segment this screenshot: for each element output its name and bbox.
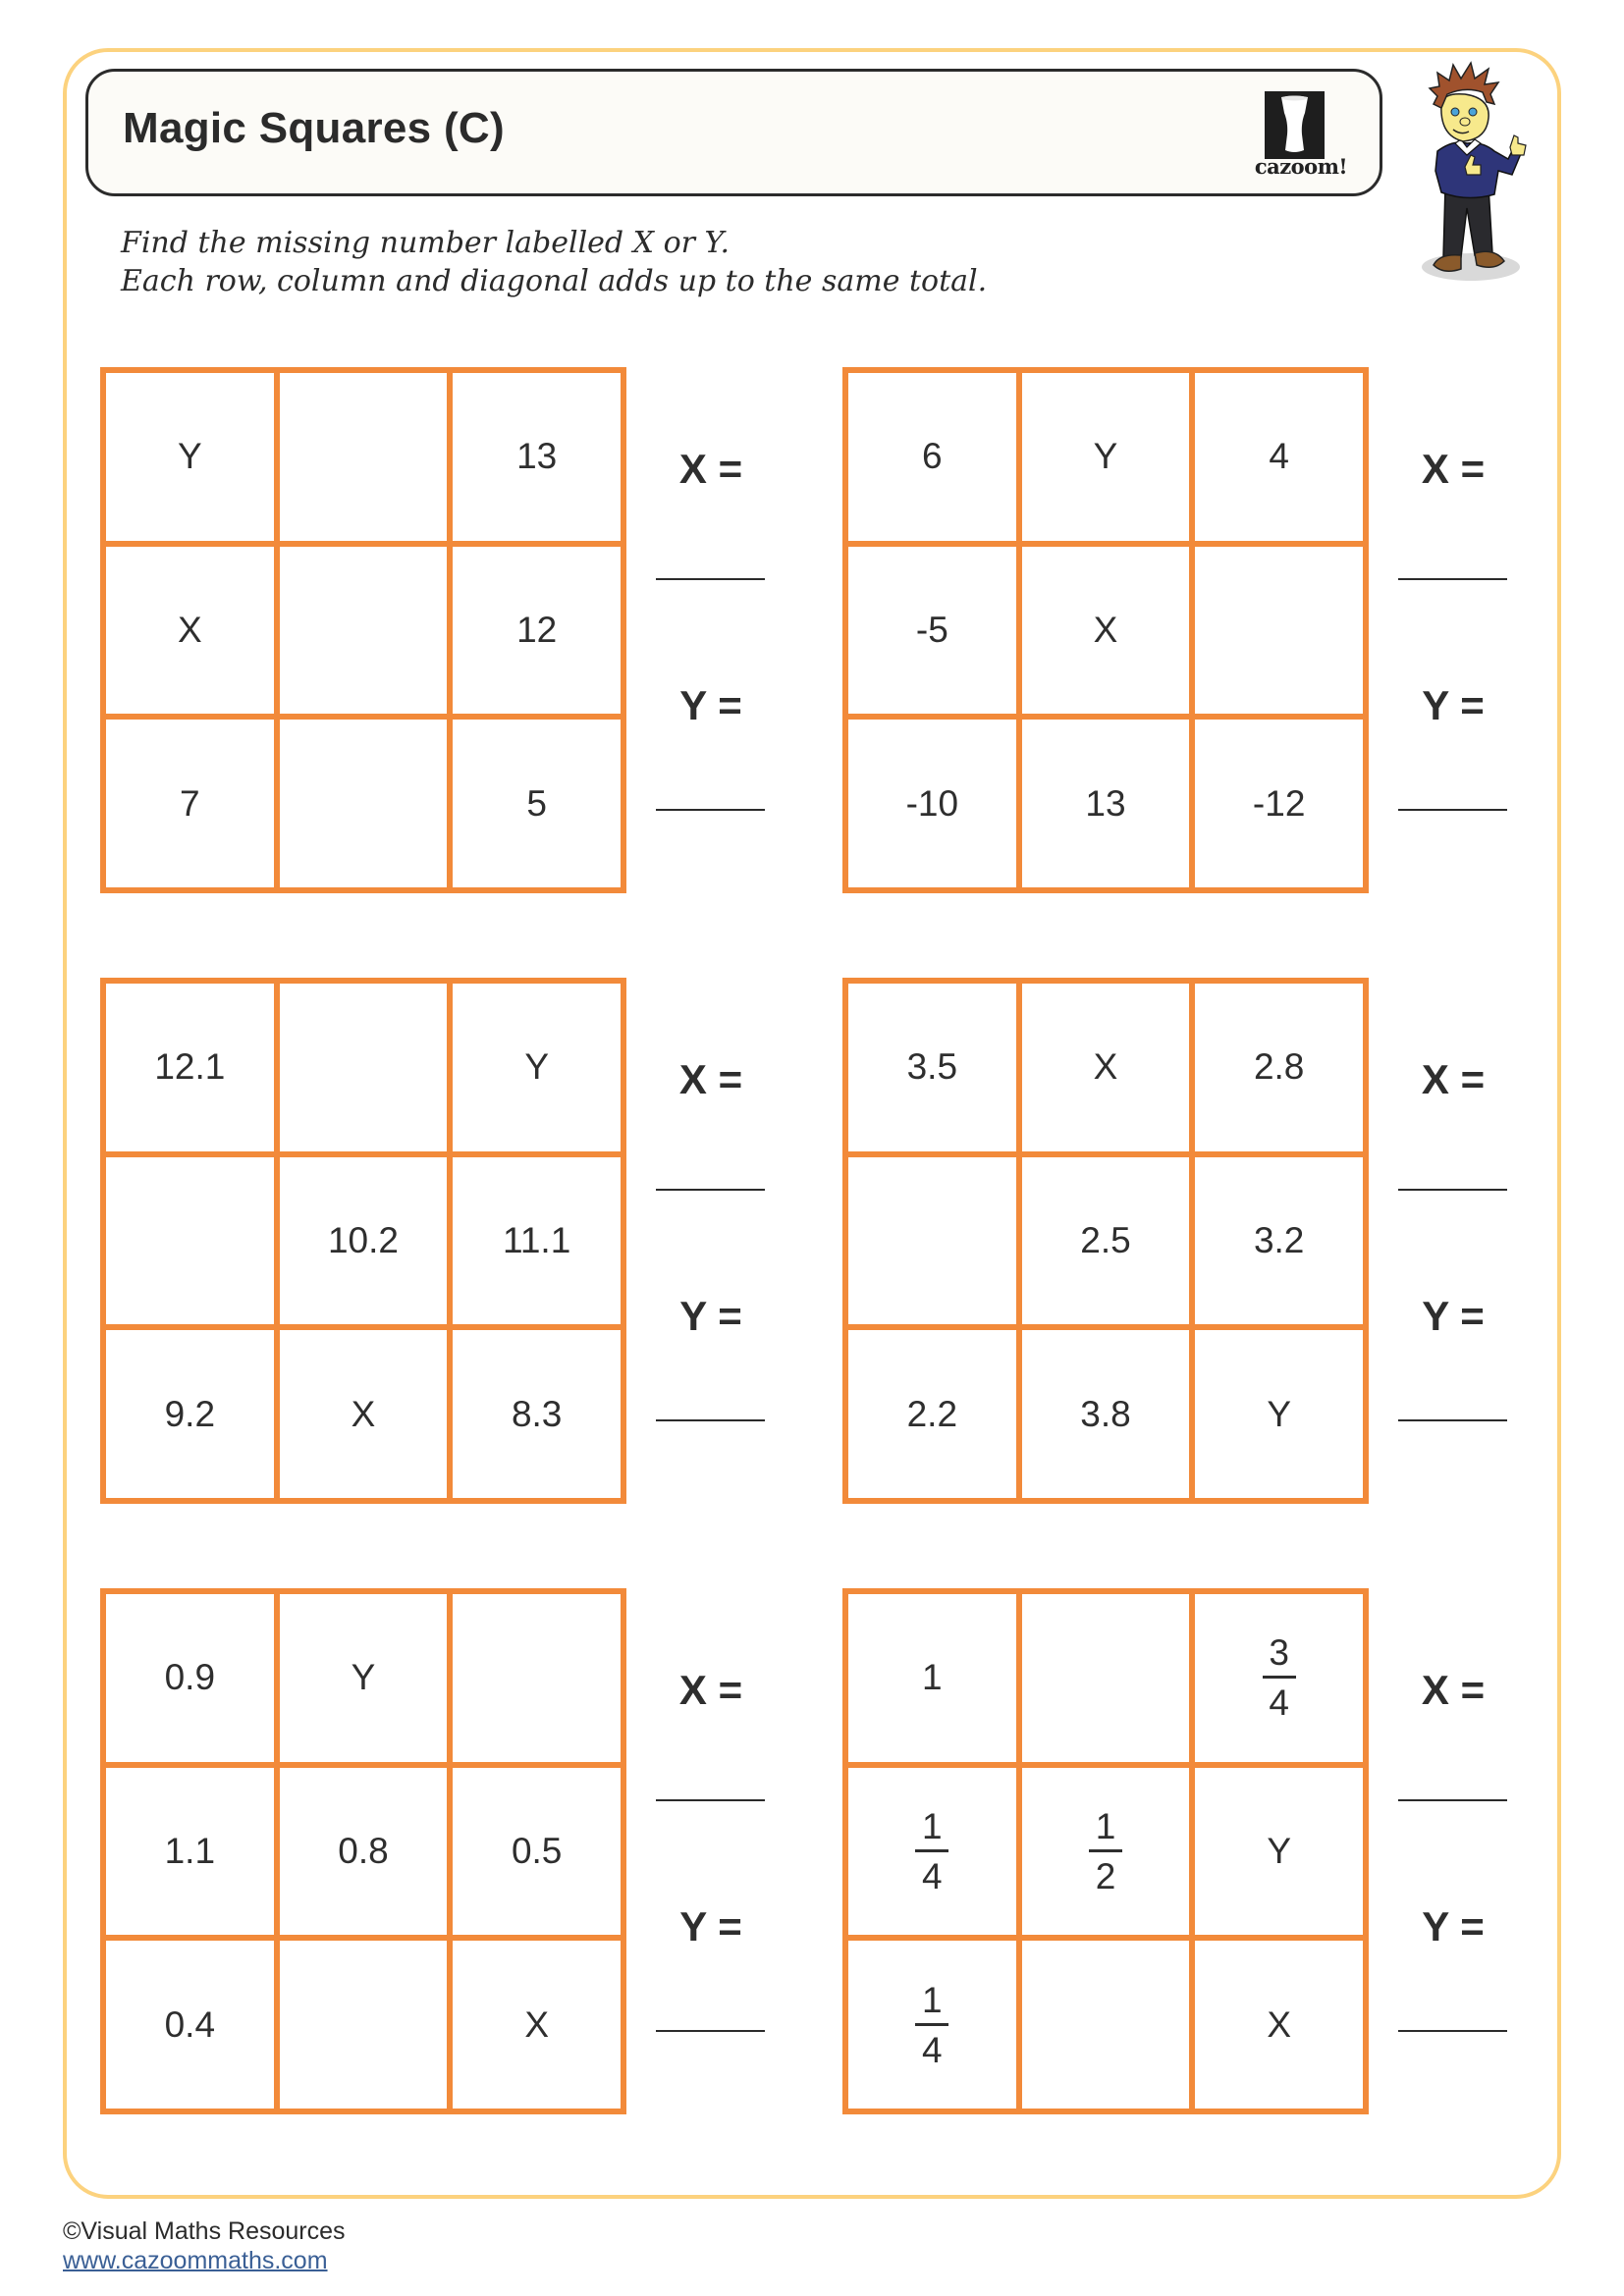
grid-cell (106, 1157, 274, 1325)
fraction-bar (915, 1849, 948, 1852)
cell-value: Y (1267, 1830, 1291, 1871)
grid-cell (453, 1594, 621, 1762)
cell-value: 3.8 (1080, 1393, 1131, 1434)
grid-cell (848, 1330, 1016, 1498)
cell-value: 3.5 (906, 1046, 958, 1088)
cell-value: 0.4 (164, 2003, 216, 2045)
logo-wordmark: cazoom! (1254, 154, 1348, 179)
cell-value: 12.1 (154, 1046, 226, 1088)
fraction-denominator: 4 (1269, 1682, 1289, 1724)
grid-cell (453, 1330, 621, 1498)
x-answer-blank[interactable] (656, 1799, 765, 1801)
instructions (121, 224, 987, 300)
cell-value: X (1093, 609, 1118, 650)
cell-value: 9.2 (164, 1393, 216, 1434)
fraction-numerator: 1 (1095, 1805, 1116, 1846)
x-answer-blank[interactable] (656, 578, 765, 580)
fraction-denominator: 4 (922, 1855, 943, 1896)
grid-cell (1022, 1594, 1190, 1762)
cell-value: 10.2 (327, 1219, 399, 1260)
fraction-numerator: 1 (922, 1979, 943, 2020)
cell-value: X (1093, 1046, 1118, 1088)
cell-value: 2.8 (1253, 1046, 1305, 1088)
x-answer-label: X = (678, 446, 743, 492)
y-answer-label: Y = (1422, 1903, 1485, 1949)
magic-square-2 (842, 367, 1369, 893)
x-answer-label: X = (678, 1056, 743, 1102)
grid-cell (1022, 720, 1190, 887)
y-answer-blank[interactable] (656, 1419, 765, 1421)
grid-cell (106, 547, 274, 715)
cell-value: 1 (922, 1657, 943, 1698)
cell-value: X (177, 609, 202, 650)
grid-cell (280, 1594, 448, 1762)
cell-value: 13 (516, 436, 558, 477)
cell-value: 6 (922, 436, 943, 477)
x-answer-label: X = (1421, 1667, 1486, 1713)
grid-cell (1195, 1157, 1363, 1325)
x-answer-label: X = (1421, 446, 1486, 492)
cell-value: 2.2 (906, 1393, 958, 1434)
grid-cell (1022, 547, 1190, 715)
grid-cell (1195, 1941, 1363, 2109)
fraction-bar (1089, 1849, 1122, 1852)
grid-cell (1022, 1330, 1190, 1498)
fraction (1263, 1632, 1296, 1724)
grid-cell (280, 1157, 448, 1325)
grid-cell (848, 1941, 1016, 2109)
y-answer-label: Y = (679, 1293, 742, 1339)
grid-cell (1022, 1941, 1190, 2109)
grid-cell (848, 1768, 1016, 1936)
y-answer-blank[interactable] (1398, 1419, 1507, 1421)
grid-cell (280, 984, 448, 1151)
cell-value: 0.8 (338, 1830, 389, 1871)
cazoom-logo (1253, 89, 1351, 178)
instruction-line-2: Each row, column and diagonal adds up to the same total. (121, 264, 988, 298)
fraction (915, 1979, 948, 2070)
cell-value: X (524, 2003, 549, 2045)
grid-cell (1195, 720, 1363, 887)
grid-cell (106, 373, 274, 541)
fraction-numerator: 3 (1269, 1632, 1289, 1674)
cell-value: -5 (915, 609, 948, 650)
cell-value: 4 (1269, 436, 1289, 477)
grid-cell (848, 547, 1016, 715)
cell-value: 0.5 (511, 1830, 563, 1871)
grid-cell (280, 720, 448, 887)
fraction-bar (1263, 1676, 1296, 1679)
title-banner (85, 69, 1382, 196)
fraction-denominator: 2 (1095, 1855, 1116, 1896)
y-answer-blank[interactable] (656, 809, 765, 811)
grid-cell (1195, 547, 1363, 715)
x-answer-blank[interactable] (1398, 578, 1507, 580)
magic-square-5 (100, 1588, 626, 2114)
fraction (1089, 1805, 1122, 1896)
grid-cell (280, 1330, 448, 1498)
grid-cell (1195, 1768, 1363, 1936)
cell-value: 8.3 (511, 1393, 563, 1434)
x-answer-label: X = (1421, 1056, 1486, 1102)
footer-website-link[interactable]: www.cazoommaths.com (63, 2247, 328, 2274)
grid-cell (453, 1157, 621, 1325)
grid-cell (106, 1594, 274, 1762)
grid-cell (280, 373, 448, 541)
grid-cell (1022, 1768, 1190, 1936)
x-answer-label: X = (678, 1667, 743, 1713)
grid-cell (106, 1330, 274, 1498)
grid-cell (106, 1941, 274, 2109)
grid-cell (106, 1768, 274, 1936)
magic-square-3 (100, 978, 626, 1504)
grid-cell (453, 1768, 621, 1936)
grid-cell (280, 1941, 448, 2109)
cell-value: -10 (905, 782, 959, 824)
fraction-bar (915, 2023, 948, 2026)
fraction-numerator: 1 (922, 1805, 943, 1846)
y-answer-label: Y = (679, 1903, 742, 1949)
y-answer-blank[interactable] (1398, 809, 1507, 811)
grid-cell (280, 1768, 448, 1936)
cell-value: X (351, 1393, 376, 1434)
grid-cell (453, 984, 621, 1151)
cell-value: 3.2 (1253, 1219, 1305, 1260)
cell-value: X (1267, 2003, 1291, 2045)
cell-value: 11.1 (503, 1219, 571, 1260)
grid-cell (1195, 984, 1363, 1151)
drum-logo-icon (1265, 91, 1325, 159)
magic-square-6 (842, 1588, 1369, 2114)
y-answer-blank[interactable] (1398, 2030, 1507, 2032)
grid-cell (453, 720, 621, 887)
grid-cell (1022, 1157, 1190, 1325)
grid-cell (848, 1594, 1016, 1762)
grid-cell (848, 1157, 1016, 1325)
grid-cell (453, 373, 621, 541)
grid-cell (106, 720, 274, 887)
x-answer-blank[interactable] (1398, 1799, 1507, 1801)
cell-value: -12 (1252, 782, 1306, 824)
y-answer-blank[interactable] (656, 2030, 765, 2032)
grid-cell (848, 373, 1016, 541)
cell-value: 1.1 (164, 1830, 216, 1871)
x-answer-blank[interactable] (1398, 1189, 1507, 1191)
grid-cell (1195, 373, 1363, 541)
mascot-boy-icon (1404, 61, 1532, 287)
cell-value: Y (1093, 436, 1118, 477)
grid-cell (280, 547, 448, 715)
cell-value: 5 (526, 782, 547, 824)
cell-value: Y (351, 1657, 376, 1698)
cell-value: Y (177, 436, 202, 477)
magic-square-4 (842, 978, 1369, 1504)
cell-value: 2.5 (1080, 1219, 1131, 1260)
cell-value: 13 (1085, 782, 1126, 824)
y-answer-label: Y = (1422, 1293, 1485, 1339)
cell-value: 0.9 (164, 1657, 216, 1698)
cell-value: Y (1267, 1393, 1291, 1434)
grid-cell (453, 547, 621, 715)
grid-cell (848, 984, 1016, 1151)
magic-square-1 (100, 367, 626, 893)
footer-copyright: ©Visual Maths Resources (63, 2217, 346, 2245)
cell-value: 7 (180, 782, 200, 824)
cell-value: 12 (516, 609, 558, 650)
grid-cell (1195, 1330, 1363, 1498)
grid-cell (106, 984, 274, 1151)
grid-cell (453, 1941, 621, 2109)
fraction (915, 1805, 948, 1896)
y-answer-label: Y = (679, 682, 742, 728)
y-answer-label: Y = (1422, 682, 1485, 728)
fraction-denominator: 4 (922, 2029, 943, 2070)
page-title: Magic Squares (C) (123, 104, 505, 152)
x-answer-blank[interactable] (656, 1189, 765, 1191)
grid-cell (848, 720, 1016, 887)
grid-cell (1195, 1594, 1363, 1762)
instruction-line-1: Find the missing number labelled X or Y. (121, 226, 730, 260)
grid-cell (1022, 984, 1190, 1151)
cell-value: Y (524, 1046, 549, 1088)
grid-cell (1022, 373, 1190, 541)
